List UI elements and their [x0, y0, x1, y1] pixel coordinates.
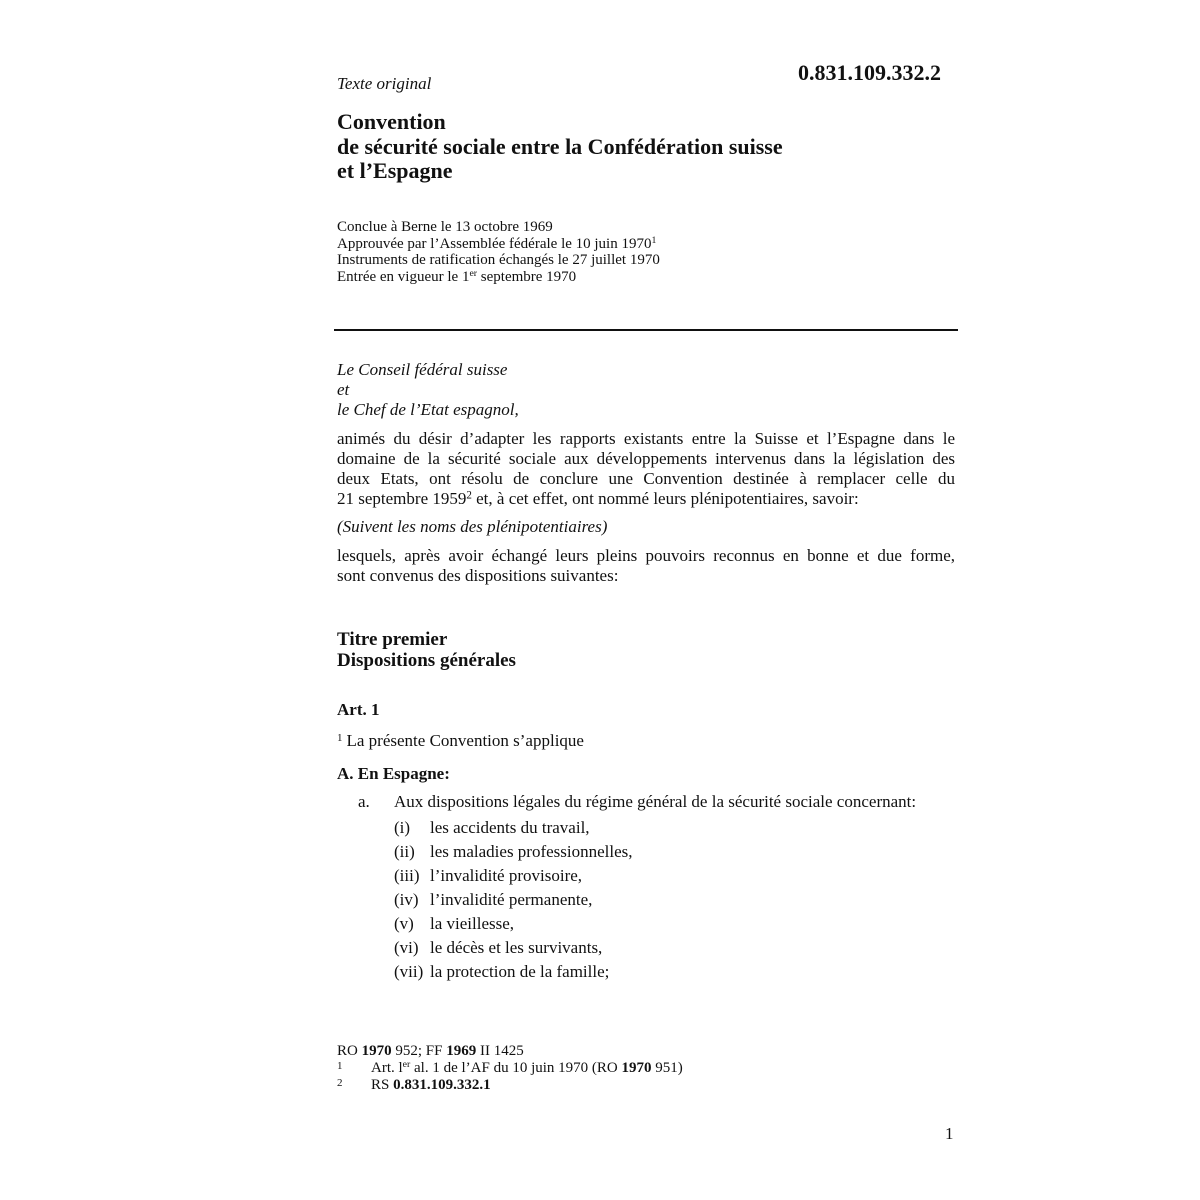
list-item-text: la protection de la famille;	[430, 962, 610, 981]
fn1-year: 1970	[621, 1060, 652, 1076]
item-a-letter: a.	[358, 792, 370, 811]
preamble-line-1: animés du désir d’adapter les rapports existants entre la Suisse et l’Espagne dans le	[337, 429, 955, 448]
section-a-heading: A. En Espagne:	[337, 764, 450, 783]
date-ratification: Instruments de ratification échangés le 27 juillet 1970	[337, 252, 660, 268]
text-status-label: Texte original	[337, 74, 432, 93]
date-approved	[337, 236, 957, 253]
footnote-2-number: 2	[337, 1077, 343, 1089]
preamble-line-4-suffix: et, à cet effet, ont nommé leurs plénipotentiaires, savoir:	[471, 489, 859, 508]
entry-sup: er	[469, 267, 478, 279]
party-line-2: et	[337, 380, 350, 399]
preamble-paragraph	[337, 429, 955, 509]
sr-number: 0.831.109.332.2	[798, 60, 941, 85]
footnote-ref-2[interactable]: 2	[466, 489, 472, 502]
list-item-text: l’invalidité provisoire,	[430, 866, 583, 885]
article-1-paragraph-1	[337, 728, 584, 751]
titre-heading	[337, 629, 516, 671]
date-entry-into-force	[337, 269, 957, 286]
list-item-number: (v)	[394, 914, 414, 933]
list-item-number: (iv)	[394, 890, 419, 909]
source-ro-page: 952; FF	[391, 1043, 447, 1059]
list-item-text: les maladies professionnelles,	[430, 842, 633, 861]
list-item-number: (i)	[394, 818, 411, 837]
list-item-number: (vii)	[394, 962, 424, 981]
footnote-2	[337, 1077, 957, 1094]
list-item-text: l’invalidité permanente,	[430, 890, 593, 909]
entry-prefix: Entrée en vigueur le 1	[337, 268, 470, 285]
title-line-2: de sécurité sociale entre la Confédération suisse	[337, 133, 783, 159]
plenipotentiaries-note: (Suivent les noms des plénipotentiaires)	[337, 517, 608, 536]
party-line-3: le Chef de l’Etat espagnol,	[337, 400, 519, 419]
fn1-mid: al. 1 de l’AF du 10 juin 1970 (RO	[410, 1060, 622, 1076]
preamble-line-3: deux Etats, ont résolu de conclure une Convention destinée à remplacer celle du	[337, 469, 955, 488]
item-a-text: Aux dispositions légales du régime général de la sécurité sociale concernant:	[394, 792, 917, 811]
page-number: 1	[945, 1124, 954, 1143]
paragraph-text: La présente Convention s’applique	[346, 730, 584, 750]
preamble-line-4	[337, 489, 955, 509]
list-item-text: la vieillesse,	[430, 914, 515, 933]
source-ff-rest: II 1425	[476, 1043, 524, 1059]
fn2-ref[interactable]: 0.831.109.332.1	[393, 1077, 491, 1093]
date-approved-text: Approuvée par l’Assemblée fédérale le 10 juin 1970	[337, 235, 652, 252]
document-title	[337, 110, 957, 184]
footnote-1-text	[371, 1060, 683, 1077]
article-1-heading: Art. 1	[337, 700, 380, 719]
fn2-prefix: RS	[371, 1077, 394, 1093]
date-concluded: Conclue à Berne le 13 octobre 1969	[337, 219, 553, 235]
source-ff-year: 1969	[446, 1043, 477, 1059]
title-line-1: Convention	[337, 109, 446, 134]
footnote-2-text	[371, 1077, 491, 1094]
preamble-line-2: domaine de la sécurité sociale aux développements intervenus dans la législation des	[337, 449, 955, 468]
paragraph-number: 1	[337, 732, 343, 744]
titre-line-2: Dispositions générales	[337, 650, 516, 671]
list-item-text: le décès et les survivants,	[430, 938, 603, 957]
fn1-end: 951)	[651, 1060, 683, 1076]
list-item-text: les accidents du travail,	[430, 818, 590, 837]
footnotes-block	[337, 1043, 957, 1094]
closing-line-2: sont convenus des dispositions suivantes:	[337, 566, 619, 585]
source-ro-year: 1970	[361, 1043, 392, 1059]
closing-paragraph	[337, 546, 955, 586]
footnote-ref-1[interactable]: 1	[651, 234, 657, 246]
fn1-sup: er	[402, 1059, 411, 1071]
entry-suffix: septembre 1970	[477, 268, 577, 285]
party-line-1: Le Conseil fédéral suisse	[337, 360, 508, 379]
title-line-3: et l’Espagne	[337, 158, 453, 183]
list-item-number: (iii)	[394, 866, 420, 885]
source-ro: RO	[337, 1043, 362, 1059]
parties-block	[337, 360, 519, 420]
list-item-number: (vi)	[394, 938, 419, 957]
dates-block	[337, 219, 957, 285]
fn1-prefix: Art. l	[371, 1060, 403, 1076]
list-item-number: (ii)	[394, 842, 415, 861]
horizontal-rule	[334, 329, 958, 331]
footnote-1	[337, 1060, 957, 1077]
titre-line-1: Titre premier	[337, 629, 448, 650]
footnote-1-number: 1	[337, 1060, 343, 1072]
preamble-line-4-prefix: 21 septembre 1959	[337, 489, 467, 508]
closing-line-1: lesquels, après avoir échangé leurs pleins pouvoirs reconnus en bonne et due forme,	[337, 546, 955, 565]
source-reference	[337, 1043, 957, 1060]
